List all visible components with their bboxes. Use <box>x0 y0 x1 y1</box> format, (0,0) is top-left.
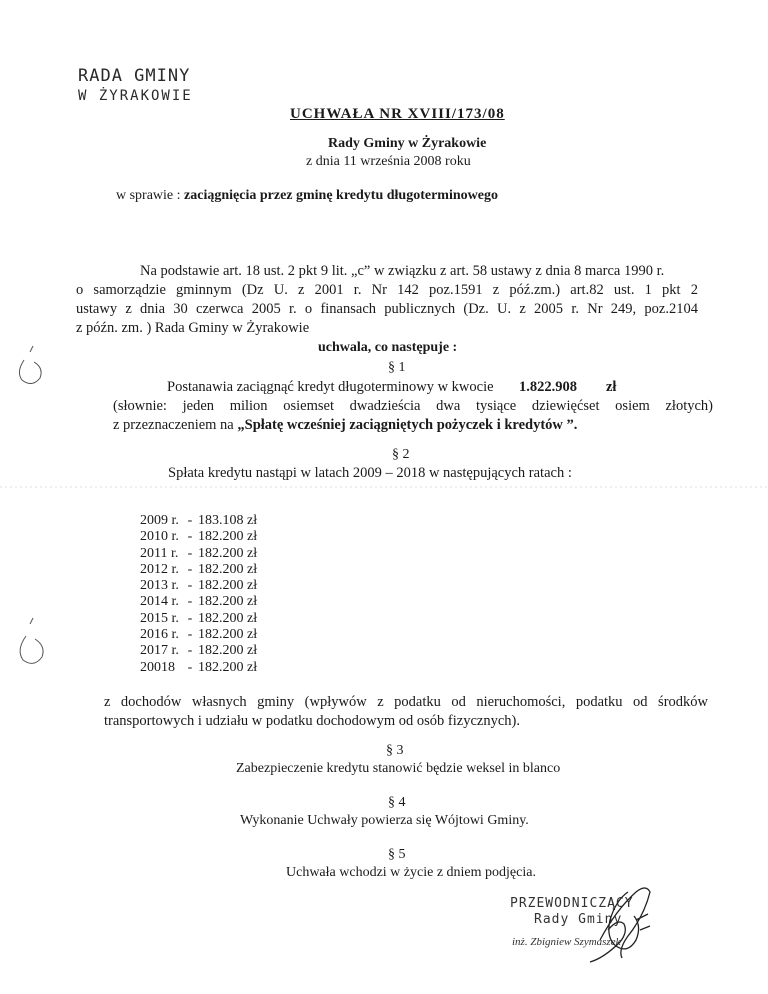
installment-dash: - <box>187 627 193 643</box>
installment-year: 20018 <box>140 659 175 675</box>
installment-amount: 182.200 zł <box>198 659 258 675</box>
loan-currency: zł <box>605 379 617 395</box>
section-3-text: Zabezpieczenie kredytu stanowić będzie weksel in blanco <box>236 761 561 776</box>
installment-amount: 182.200 zł <box>198 561 258 577</box>
resolution-title: UCHWAŁA NR XVIII/173/08 <box>290 106 505 122</box>
installment-row <box>140 546 257 562</box>
installment-amount: 182.200 zł <box>198 627 258 643</box>
installment-row <box>140 578 257 594</box>
signature-name: inż. Zbigniew Szymaszek <box>512 936 621 948</box>
income-source-line: z dochodów własnych gminy (wpływów z podatku od nieruchomości, podatku od środków <box>104 694 708 710</box>
installment-year: 2016 r. <box>140 627 179 643</box>
installment-year: 2010 r. <box>140 529 179 545</box>
installment-year: 2009 r. <box>140 513 179 528</box>
section-2-intro: Spłata kredytu nastąpi w latach 2009 – 2018 w następujących ratach : <box>168 465 572 481</box>
installment-dash: - <box>187 513 193 528</box>
installment-amount: 182.200 zł <box>198 545 258 561</box>
installment-dash: - <box>187 561 193 577</box>
preamble-line: Na podstawie art. 18 ust. 2 pkt 9 lit. „c” w związku z art. 58 ustawy z dnia 8 marca 1990 r. <box>140 263 665 279</box>
installment-dash: - <box>187 545 193 561</box>
installment-row <box>140 643 257 659</box>
section-4-text: Wykonanie Uchwały powierza się Wójtowi Gminy. <box>240 813 529 828</box>
installment-year: 2012 r. <box>140 561 179 577</box>
installment-row <box>140 660 257 676</box>
purpose-prefix: z przeznaczeniem na <box>113 417 238 433</box>
installment-dash: - <box>187 643 193 659</box>
installment-amount: 182.200 zł <box>198 529 258 545</box>
section-5-heading: § 5 <box>388 847 406 862</box>
preamble <box>76 262 698 338</box>
subject-prefix: w sprawie : <box>116 188 185 203</box>
installment-list <box>140 513 257 676</box>
installment-amount: 182.200 zł <box>198 643 258 659</box>
installment-year: 2014 r. <box>140 594 179 610</box>
preamble-line: o samorządzie gminnym (Dz U. z 2001 r. Nr 142 poz.1591 z póź.zm.) art.82 ust. 1 pkt 2 <box>76 282 698 298</box>
installment-row <box>140 611 257 627</box>
signature-council: Rady Gminy <box>534 912 623 927</box>
loan-amount: 1.822.908 <box>518 379 577 395</box>
installment-row <box>140 562 257 578</box>
section-1-heading: § 1 <box>388 360 406 375</box>
subject-line <box>116 188 498 204</box>
preamble-line: ustawy z dnia 30 czerwca 2005 r. o finansach publicznych (Dz. U. z 2005 r. Nr 249, poz.2104 <box>76 301 698 317</box>
installment-year: 2015 r. <box>140 610 179 626</box>
punch-hole-mark <box>19 346 41 384</box>
resolution-subtitle: Rady Gminy w Żyrakowie <box>328 136 487 151</box>
installment-amount: 182.200 zł <box>198 610 258 626</box>
installment-dash: - <box>187 578 193 594</box>
section-1-line-2: (słownie: jeden milion osiemset dwadzieścia dwa tysiące dziewięćset osiem złotych) <box>113 398 713 414</box>
installment-year: 2013 r. <box>140 578 179 594</box>
installment-amount: 183.108 zł <box>198 513 258 528</box>
resolves-heading: uchwala, co następuje : <box>318 340 458 355</box>
installment-amount: 182.200 zł <box>198 578 258 594</box>
installment-row <box>140 627 257 643</box>
council-stamp <box>78 66 193 104</box>
stamp-line-2: W ŻYRAKOWIE <box>78 88 193 104</box>
installment-row <box>140 594 257 610</box>
resolution-date: z dnia 11 września 2008 roku <box>306 154 471 169</box>
section-2-heading: § 2 <box>392 447 410 462</box>
subject-text: zaciągnięcia przez gminę kredytu długoterminowego <box>184 188 498 203</box>
section-3-heading: § 3 <box>386 743 404 758</box>
punch-hole-mark <box>20 618 43 663</box>
stamp-line-1: RADA GMINY <box>78 66 191 86</box>
section-1-line-1 <box>113 378 713 397</box>
installment-dash: - <box>187 529 193 545</box>
installment-dash: - <box>187 594 193 610</box>
installment-row <box>140 513 257 529</box>
section-1-body <box>113 378 713 435</box>
preamble-line: z późn. zm. ) Rada Gminy w Żyrakowie <box>76 320 310 336</box>
income-source-line: transportowych i udziału w podatku dochodowym od osób fizycznych). <box>104 713 520 729</box>
section-1-line-3 <box>113 416 713 435</box>
signature-title: PRZEWODNICZĄCY <box>510 896 634 911</box>
installment-year: 2017 r. <box>140 643 179 659</box>
section-4-heading: § 4 <box>388 795 406 810</box>
purpose-text: „Spłatę wcześniej zaciągniętych pożyczek i kredytów ”. <box>237 417 578 433</box>
income-source <box>104 693 708 731</box>
section-1-intro: Postanawia zaciągnąć kredyt długoterminowy w kwocie <box>167 379 494 395</box>
installment-dash: - <box>187 659 193 675</box>
installment-row <box>140 529 257 545</box>
section-5-text: Uchwała wchodzi w życie z dniem podjęcia. <box>286 865 536 880</box>
installment-amount: 182.200 zł <box>198 594 258 610</box>
installment-dash: - <box>187 610 193 626</box>
installment-year: 2011 r. <box>140 545 179 561</box>
